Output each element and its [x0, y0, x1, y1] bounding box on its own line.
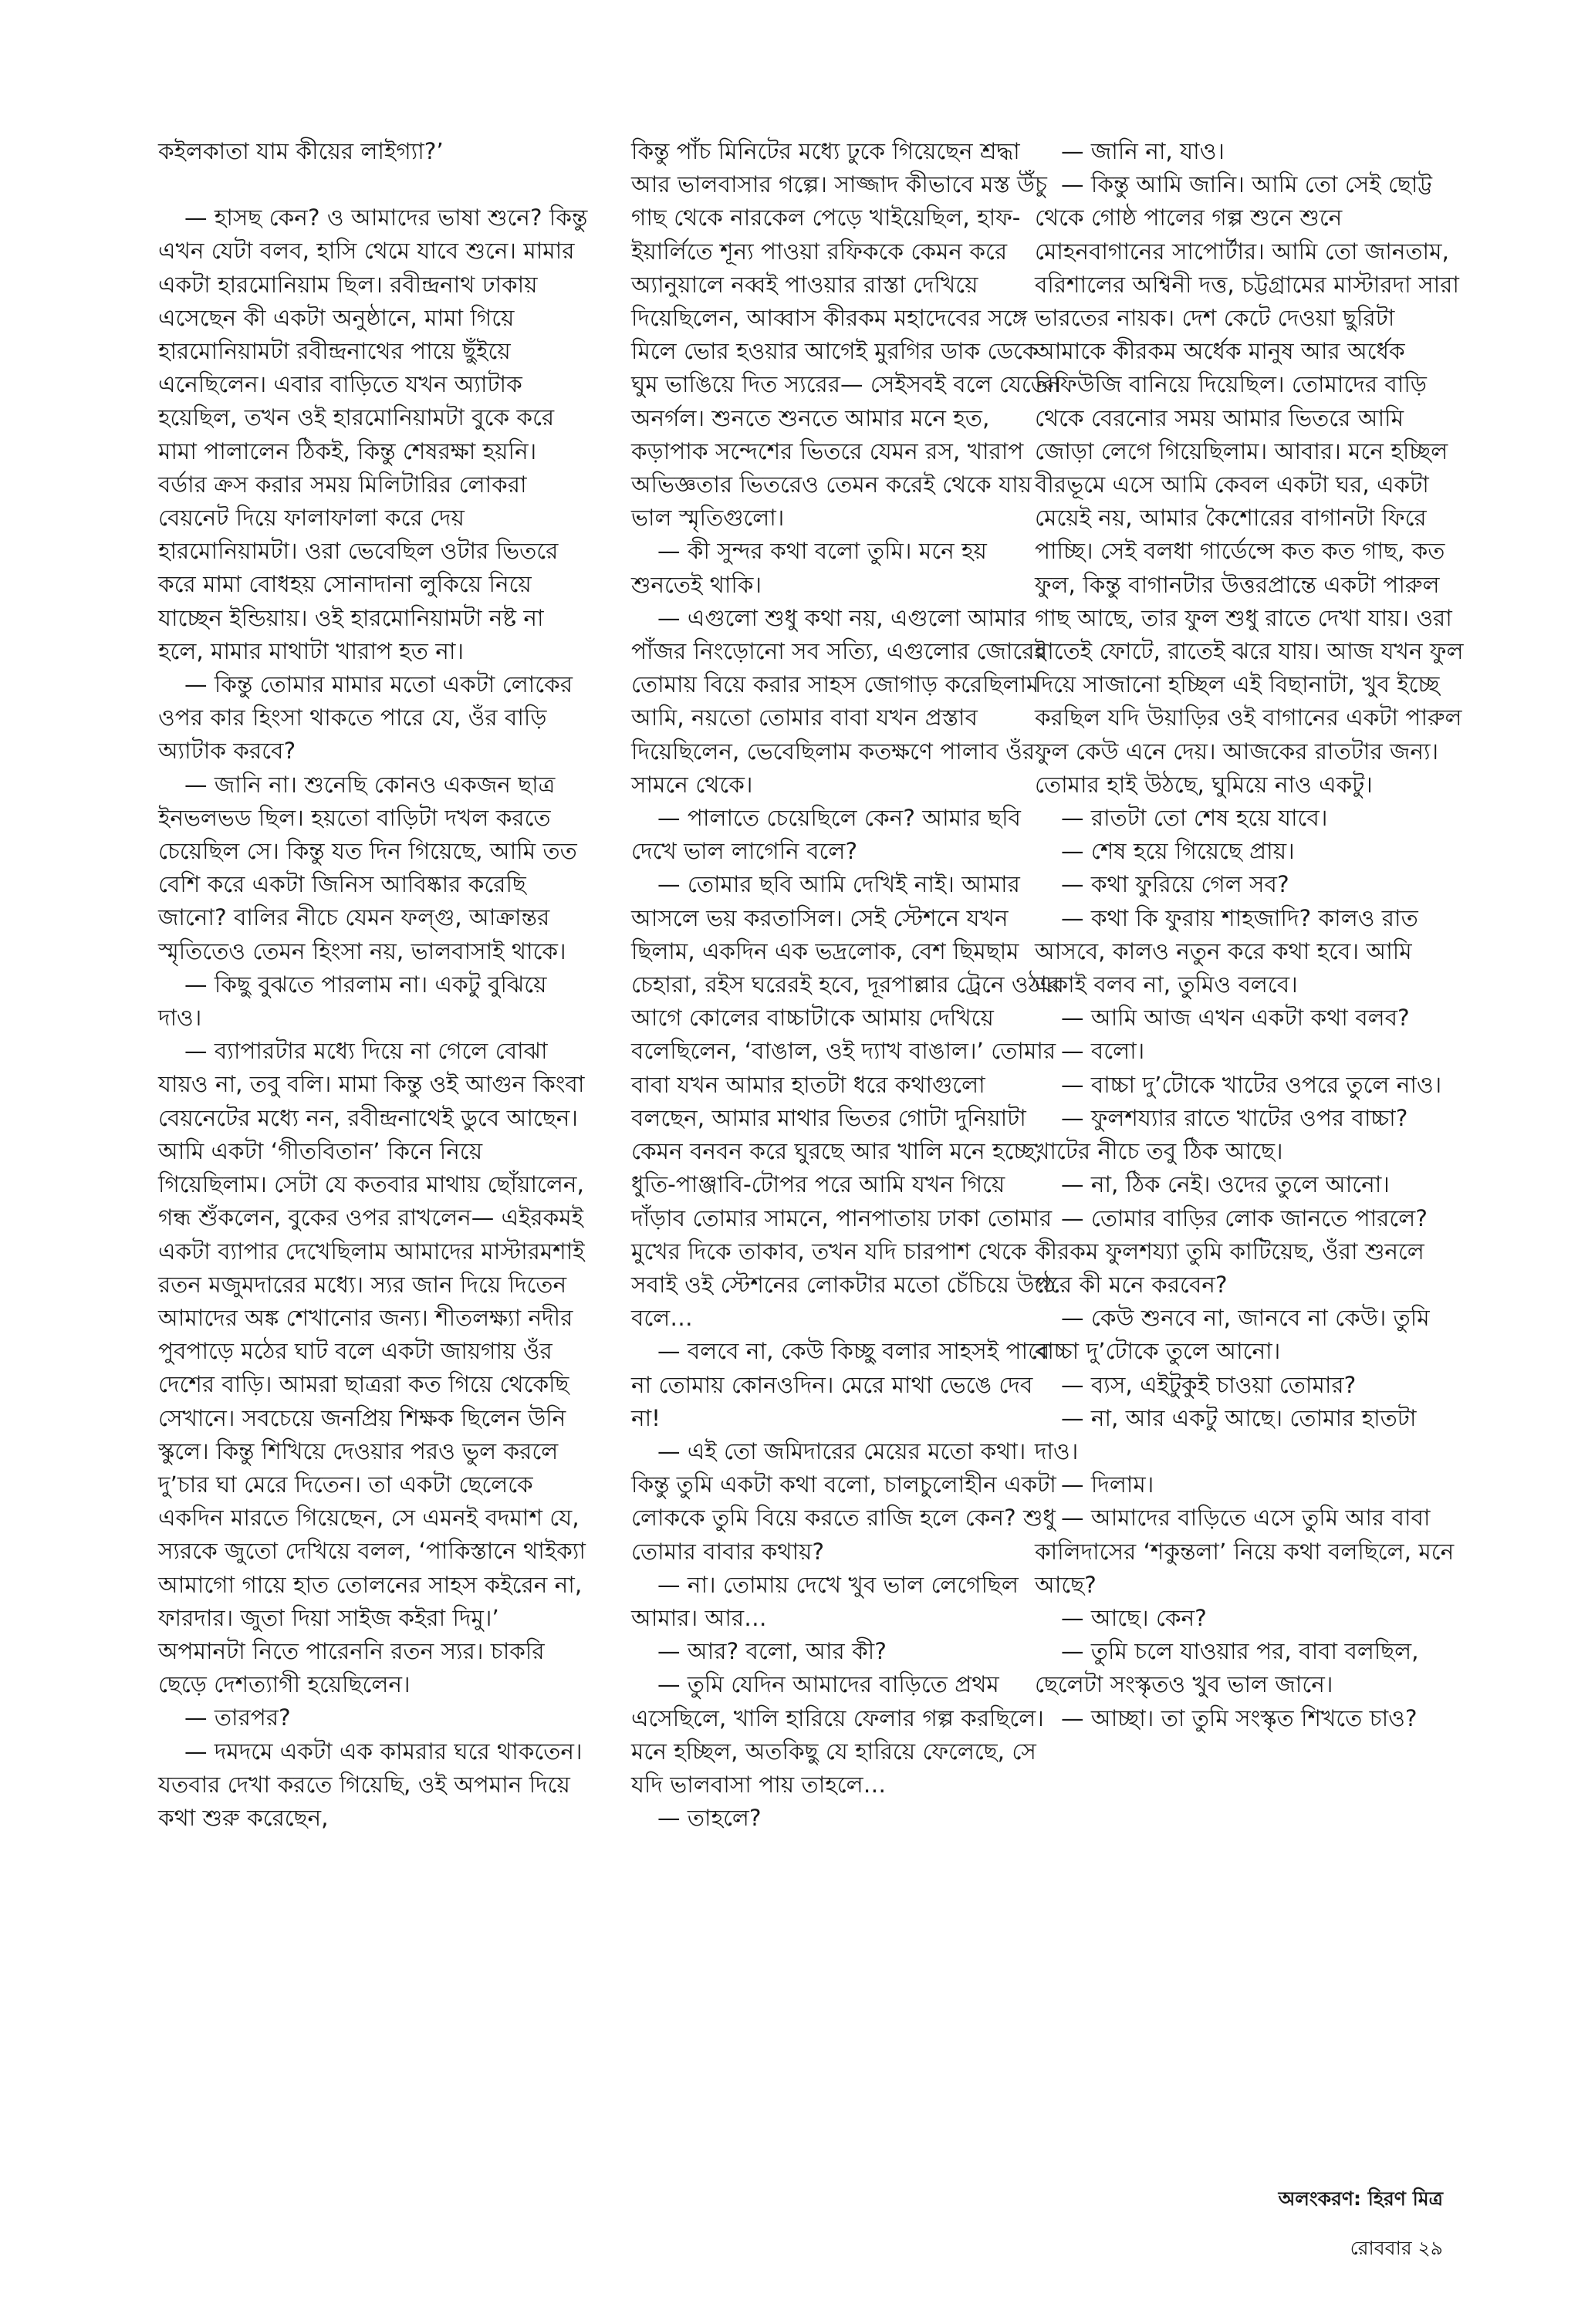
paragraph: — আর? বলো, আর কী?	[657, 1638, 887, 1665]
paragraph: — আছে। কেন?	[1061, 1604, 1207, 1631]
paragraph: — আচ্ছা। তা তুমি সংস্কৃত শিখতে চাও?	[1061, 1704, 1418, 1731]
paragraph: — ব্যাপারটার মধ্যে দিয়ে না গেলে বোঝা যায়ও না, তবু বলি। মামা কিন্তু ওই আগুন কিংবা বেয়নেটের মধ্যে নন, রবীন্দ্রনাথেই ডুবে আছেন। আমি একটা ‘গীতবিতান’ কিনে নিয়ে গিয়েছিলাম। সেটা যে কতবার মাথায় ছোঁয়ালেন, গন্ধ শুঁকলেন, বুকের ওপর রাখলেন— এইরকমই একটা ব্যাপার দেখেছিলাম আমাদের মাস্টারমশাই রতন মজুমদারের মধ্যে। স্যর জান দিয়ে দিতেন আমাদের অঙ্ক শেখানোর জন্য। শীতলক্ষ্যা নদীর পুবপাড়ে মঠের ঘাট বলে একটা জায়গায় ওঁর দেশের বাড়ি। আমরা ছাত্ররা কত গিয়ে থেকেছি সেখানে। সবচেয়ে জনপ্রিয় শিক্ষক ছিলেন উনি স্কুলে। কিন্তু শিখিয়ে দেওয়ার পরও ভুল করলে দু’চার ঘা মেরে দিতেন। তা একটা ছেলেকে একদিন মারতে গিয়েছেন, সে এমনই বদমাশ যে, স্যরকে জুতো দেখিয়ে বলল, ‘পাকিস্তানে থাইক্যা আমাগো গায়ে হাত তোলনের সাহস কইরেন না, ফারদার। জুতা দিয়া সাইজ কইরা দিমু।’ অপমানটা নিতে পারেননি রতন স্যর। চাকরি ছেড়ে দেশত্যাগী হয়েছিলেন।	[158, 1038, 586, 1698]
paragraph: — না, ঠিক নেই। ওদের তুলে আনো।	[1061, 1171, 1390, 1198]
paragraph: — কিন্তু আমি জানি। আমি তো সেই ছোট্ট থেকে গোষ্ঠ পালের গল্প শুনে শুনে মোহনবাগানের সাপোর্টার। আমি তো জানতাম, বরিশালের অশ্বিনী দত্ত, চট্টগ্রামের মাস্টারদা সারা ভারতের নায়ক। দেশ কেটে দেওয়া ছুরিটা আমাকে কীরকম অর্ধেক মানুষ আর অর্ধেক রিফিউজি বানিয়ে দিয়েছিল। তোমাদের বাড়ি থেকে বেরনোর সময় আমার ভিতরে আমি জোড়া লেগে গিয়েছিলাম। আবার। মনে হচ্ছিল বীরভূমে এসে আমি কেবল একটা ঘর, একটা মেয়েই নয়, আমার কৈশোরের বাগানটা ফিরে পাচ্ছি। সেই বলধা গার্ডেন্সে কত কত গাছ, কত ফুল, কিন্তু বাগানটার উত্তরপ্রান্তে একটা পারুল গাছ আছে, তার ফুল শুধু রাতে দেখা যায়। ওরা রাতেই ফোটে, রাতেই ঝরে যায়। আজ যখন ফুল দিয়ে সাজানো হচ্ছিল এই বিছানাটা, খুব ইচ্ছে করছিল যদি উয়াড়ির ওই বাগানের একটা পারুল ফুল কেউ এনে দেয়। আজকের রাতটার জন্য। তোমার হাই উঠছে, ঘুমিয়ে নাও একটু।	[1035, 171, 1464, 798]
paragraph: — তোমার বাড়ির লোক জানতে পারলে? কীরকম ফুলশয্যা তুমি কাটিয়েছ, ওঁরা শুনলে পরে কী মনে করবেন?	[1035, 1204, 1428, 1298]
paragraph: — কথা কি ফুরায় শাহজাদি? কালও রাত আসবে, কালও নতুন করে কথা হবে। আমি একাই বলব না, তুমিও বলবে।	[1035, 904, 1418, 998]
text-column-2	[631, 135, 1063, 1835]
paragraph: — এগুলো শুধু কথা নয়, এগুলো আমার পাঁজর নিংড়োনো সব সত্যি, এগুলোর জোরেই তোমায় বিয়ে করার সাহস জোগাড় করেছিলাম আমি, নয়তো তোমার বাবা যখন প্রস্তাব দিয়েছিলেন, ভেবেছিলাম কতক্ষণে পালাব ওঁর সামনে থেকে।	[631, 604, 1046, 798]
paragraph: — হাসছ কেন? ও আমাদের ভাষা শুনে? কিন্তু এখন যেটা বলব, হাসি থেমে যাবে শুনে। মামার একটা হারমোনিয়াম ছিল। রবীন্দ্রনাথ ঢাকায় এসেছেন কী একটা অনুষ্ঠানে, মামা গিয়ে হারমোনিয়ামটা রবীন্দ্রনাথের পায়ে ছুঁইয়ে এনেছিলেন। এবার বাড়িতে যখন অ্যাটাক হয়েছিল, তখন ওই হারমোনিয়ামটা বুকে করে মামা পালালেন ঠিকই, কিন্তু শেষরক্ষা হয়নি। বর্ডার ক্রস করার সময় মিলিটারির লোকরা বেয়নেট দিয়ে ফালাফালা করে দেয় হারমোনিয়ামটা। ওরা ভেবেছিল ওটার ভিতরে করে মামা বোধহয় সোনাদানা লুকিয়ে নিয়ে যাচ্ছেন ইন্ডিয়ায়। ওই হারমোনিয়ামটা নষ্ট না হলে, মামার মাথাটা খারাপ হত না।	[158, 204, 588, 664]
paragraph: — তাহলে?	[657, 1805, 762, 1832]
paragraph: — জানি না, যাও।	[1061, 138, 1225, 164]
paragraph: — কিছু বুঝতে পারলাম না। একটু বুঝিয়ে দাও।	[158, 971, 547, 1032]
paragraph: — ফুলশয্যার রাতে খাটের ওপর বাচ্চা? খাটের নীচে তবু ঠিক আছে।	[1035, 1104, 1408, 1165]
paragraph: — আমি আজ এখন একটা কথা বলব?	[1061, 1005, 1410, 1032]
paragraph: — পালাতে চেয়েছিলে কেন? আমার ছবি দেখে ভাল লাগেনি বলে?	[631, 805, 1021, 865]
paragraph: — না। তোমায় দেখে খুব ভাল লেগেছিল আমার। আর…	[631, 1571, 1019, 1631]
paragraph: — জানি না। শুনেছি কোনও একজন ছাত্র ইনভলভড ছিল। হয়তো বাড়িটা দখল করতে চেয়েছিল সে। কিন্তু যত দিন গিয়েছে, আমি তত বেশি করে একটা জিনিস আবিষ্কার করেছি জানো? বালির নীচে যেমন ফল্গু, আক্রান্তর স্মৃতিতেও তেমন হিংসা নয়, ভালবাসাই থাকে।	[158, 771, 577, 964]
paragraph: কইলকাতা যাম কীয়ের লাইগ্যা?’	[158, 138, 444, 164]
paragraph: — বলো।	[1061, 1038, 1145, 1065]
text-column-3	[1035, 135, 1467, 1735]
paragraph: — এই তো জমিদারের মেয়ের মতো কথা। কিন্তু তুমি একটা কথা বলো, চালচুলোহীন একটা লোককে তুমি বিয়ে করতে রাজি হলে কেন? শুধু তোমার বাবার কথায়?	[631, 1437, 1056, 1565]
paragraph: — আমাদের বাড়িতে এসে তুমি আর বাবা কালিদাসের ‘শকুন্তলা’ নিয়ে কথা বলছিলে, মনে আছে?	[1035, 1505, 1455, 1598]
paragraph: — রাতটা তো শেষ হয়ে যাবে।	[1061, 805, 1328, 832]
paragraph: — ব্যস, এইটুকুই চাওয়া তোমার?	[1061, 1371, 1357, 1398]
paragraph: — তুমি চলে যাওয়ার পর, বাবা বলছিল, ছেলেটা সংস্কৃতও খুব ভাল জানে।	[1035, 1638, 1419, 1698]
paragraph: — কথা ফুরিয়ে গেল সব?	[1061, 871, 1289, 898]
paragraph: — দমদমে একটা এক কামরার ঘরে থাকতেন। যতবার দেখা করতে গিয়েছি, ওই অপমান দিয়ে কথা শুরু করেছেন,	[158, 1738, 583, 1831]
paragraph: — তোমার ছবি আমি দেখিই নাই। আমার আসলে ভয় করতাসিল। সেই স্টেশনে যখন ছিলাম, একদিন এক ভদ্রলোক, বেশ ছিমছাম চেহারা, রইস ঘরেরই হবে, দূরপাল্লার ট্রেনে ওঠার আগে কোলের বাচ্চাটাকে আমায় দেখিয়ে বলেছিলেন, ‘বাঙাল, ওই দ্যাখ বাঙাল।’ তোমার বাবা যখন আমার হাতটা ধরে কথাগুলো বলছেন, আমার মাথার ভিতর গোটা দুনিয়াটা কেমন বনবন করে ঘুরছে আর খালি মনে হচ্ছে, ধুতি-পাঞ্জাবি-টোপর পরে আমি যখন গিয়ে দাঁড়াব তোমার সামনে, পানপাতায় ঢাকা তোমার মুখের দিকে তাকাব, তখন যদি চারপাশ থেকে সবাই ওই স্টেশনের লোকটার মতো চেঁচিয়ে উঠে বলে…	[631, 871, 1060, 1332]
paragraph: — তুমি যেদিন আমাদের বাড়িতে প্রথম এসেছিলে, খালি হারিয়ে ফেলার গল্প করছিলে। মনে হচ্ছিল, অতকিছু যে হারিয়ে ফেলেছে, সে যদি ভালবাসা পায় তাহলে…	[631, 1671, 1044, 1798]
text-column-1	[158, 135, 590, 1835]
page-folio: রোববার ২৯	[1350, 2237, 1443, 2259]
illustration-credit: অলংকরণ: হিরণ মিত্র	[1278, 2187, 1443, 2210]
paragraph: — তারপর?	[184, 1704, 291, 1731]
paragraph: — বাচ্চা দু’টোকে খাটের ওপরে তুলে নাও।	[1061, 1071, 1442, 1098]
paragraph: — কী সুন্দর কথা বলো তুমি। মনে হয় শুনতেই থাকি।	[631, 538, 987, 598]
paragraph: — না, আর একটু আছে। তোমার হাতটা দাও।	[1035, 1404, 1417, 1464]
paragraph: — দিলাম।	[1061, 1471, 1154, 1498]
paragraph: — কেউ শুনবে না, জানবে না কেউ। তুমি বাচ্চা দু’টোকে তুলে আনো।	[1035, 1305, 1430, 1365]
paragraph: কিন্তু পাঁচ মিনিটের মধ্যে ঢুকে গিয়েছেন শ্রদ্ধা আর ভালবাসার গল্পে। সাজ্জাদ কীভাবে মস্ত উঁচু গাছ থেকে নারকেল পেড়ে খাইয়েছিল, হাফ-ইয়ার্লিতে শূন্য পাওয়া রফিককে কেমন করে অ্যানুয়ালে নব্বই পাওয়ার রাস্তা দেখিয়ে দিয়েছিলেন, আব্বাস কীরকম মহাদেবের সঙ্গে মিলে ভোর হওয়ার আগেই মুরগির ডাক ডেকে ঘুম ভাঙিয়ে দিত স্যরের— সেইসবই বলে যেতেন অনর্গল। শুনতে শুনতে আমার মনে হত, কড়াপাক সন্দেশের ভিতরে যেমন রস, খারাপ অভিজ্ঞতার ভিতরেও তেমন করেই থেকে যায় ভাল স্মৃতিগুলো।	[631, 138, 1062, 532]
paragraph: — কিন্তু তোমার মামার মতো একটা লোকের ওপর কার হিংসা থাকতে পারে যে, ওঁর বাড়ি অ্যাটাক করবে?	[158, 671, 573, 765]
paragraph: — বলবে না, কেউ কিচ্ছু বলার সাহসই পাবে না তোমায় কোনওদিন। মেরে মাথা ভেঙে দেব না!	[631, 1338, 1050, 1431]
paragraph: — শেষ হয়ে গিয়েছে প্রায়।	[1061, 838, 1295, 865]
